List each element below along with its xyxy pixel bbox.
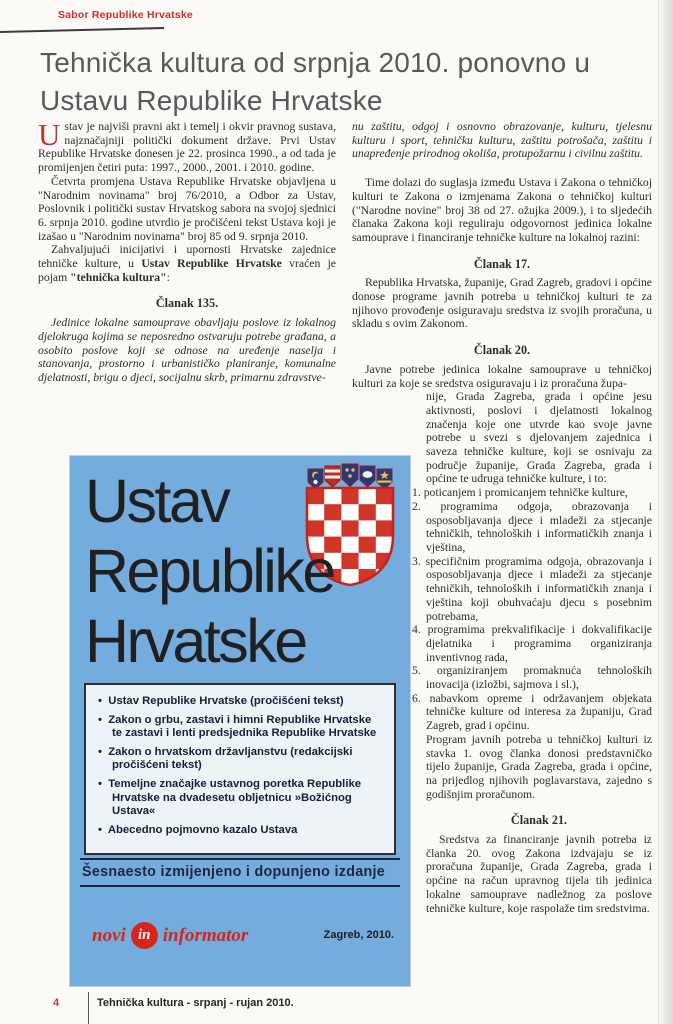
cover-bullet-1-text: Ustav Republike Hrvatske (pročišćeni tekst) [108, 695, 344, 707]
logo-word-informator: informator [162, 924, 249, 946]
list-item-6: 6. nabavkom opreme i održavanjem objekata tehničke kulture od interesa za županiju, Grad Zagreb, grad i općinu. [412, 691, 652, 733]
heading-clanak-17: Članak 17. [473, 256, 531, 271]
paragraph-initiative-pre: Zahvaljujući inicijativi i upornosti Hrvatske zajednice tehničke kulture, u [38, 243, 336, 271]
list-item-3: 3. specifičnim programima odgoja, obrazovanja i osposobljavanja djece i mladeži za stjecanje tehničkih, tehnoloških i informatičkih znanja i vještina koji obuhvaćaju djecu s posebnim potrebama, [412, 554, 652, 623]
book-cover-edition-banner: Šesnaesto izmijenjeno i dopunjeno izdanje [80, 858, 400, 887]
paragraph-time-dolazi: Time dolazi do suglasja između Ustava i Zakona o tehničkoj kulturi te Zakona o izmjenama Zakona o tehničkoj kulturi ("Narodne novine" broj 38 od 27. ožujka 2009.), i to sljedećih članaka Zakona koji reguliraju odgovornost jedinica lokalne samouprave i financiranje tehničke kulture na lokalnoj razini: [352, 176, 652, 244]
paragraph-initiative [38, 243, 336, 284]
list-item-2: 2. programima odgoja, obrazovanja i osposobljavanja djece i mladeži za stjecanje tehničkih, tehnoloških i informatičkih znanja i vještina, [412, 499, 652, 554]
paragraph-clanak-21-text: Sredstva za financiranje javnih potreba iz članka 20. ovog Zakona izdvajaju se iz proračuna županije, Grada Zagreba, grada i općine na račun upravnog tijela tih jedinica lokalne samouprave nadležnog za poslove tehničke kulture, koje raspolaže tim sredstvima. [426, 833, 652, 915]
novi-informator-logo [92, 922, 248, 949]
heading-clanak-135: Članak 135. [155, 296, 219, 311]
logo-word-novi: novi [92, 924, 126, 946]
paragraph-program-javnih-potreba: Program javnih potreba u tehničkoj kulturi iz stavka 1. ovog članka donosi predstavničko tijelo županije, Grada Zagreba, grada i općine, na prijedlog njihovih poglavarstava, zajedno s godišnjim proračunom. [426, 732, 652, 801]
scanned-page-edge-line [658, 0, 659, 1024]
cover-bullet-4: • Temeljne značajke ustavnog poretka Republike Hrvatske na dvadesetu obljetnicu »Božićnog Ustava« [98, 777, 362, 818]
paragraph-initiative-mid: vraćen je pojam [38, 257, 336, 284]
footer-page-number: 4 [53, 997, 60, 1009]
list-item-5: 5. organiziranjem promaknuća tehnoloških inovacija (izložbi, sajmova i sl.), [412, 664, 652, 692]
tehnicka-kultura-bold-phrase: "tehnička kultura" [70, 270, 167, 284]
book-cover-title-line-3: Hrvatske [85, 607, 306, 675]
logo-in-circle-icon: in [131, 922, 158, 949]
paragraph-clanak-135-text: Jedinice lokalne samouprave obavljaju poslove iz lokalnog djelokruga kojima se neposredno ostvaruju potrebe građana, a osobito poslove koji se odnose na uređenje naselja i stanovanja, prostorno i urbanističko planiranje, komunalne djelatnosti, brigu o djeci, socijalnu skrb, primarnu zdravstve- [38, 316, 336, 384]
paragraph-initiative-post: : [166, 270, 170, 284]
cover-bullet-3-text: Zakon o hrvatskom državljanstvu (redakcijski pročišćeni tekst) [108, 745, 353, 772]
book-cover-title [85, 466, 334, 676]
article-title [40, 44, 640, 120]
footer-divider-line [88, 992, 89, 1024]
paragraph-clanak-17-text: Republika Hrvatska, županije, Grad Zagreb, gradovi i općine donose programe javnih potreba u tehničkoj kulturi te za njihovo provođenje osiguravaju sredstva iz svojih proračuna, u skladu s ovim Zakonom. [352, 276, 652, 331]
heading-clanak-20: Članak 20. [473, 343, 531, 358]
paragraph-clanak-20-part1: Javne potrebe jedinica lokalne samouprave u tehničkoj kulturi za koje se sredstva osiguravaju i iz proračuna župa- [352, 362, 652, 390]
cover-bullet-2: • Zakon o grbu, zastavi i himni Republike Hrvatske te zastavi i lenti predsjednika Republike Hrvatske [98, 713, 377, 740]
footer-journal-title: Tehnička kultura - srpanj - rujan 2010. [97, 997, 294, 1009]
cover-bullet-5-text: Abecedno pojmovno kazalo Ustava [107, 823, 298, 836]
cover-bullet-2-text: Zakon o grbu, zastavi i himni Republike Hrvatske te zastavi i lenti predsjednika Republike Hrvatske [108, 713, 377, 740]
kicker-underline-rule [0, 27, 164, 33]
paragraph-intro [38, 117, 336, 175]
paragraph-fourth-amendment: Četvrta promjena Ustava Republike Hrvatske objavljena u "Narodnim novinama" broj 76/2010, a Odbor za Ustav, Poslovnik i politički sustav Hrvatskog sabora na svojoj sjednici 6. srpnja 2010. godine utvrdio je pročišćeni tekst Ustava koji je izašao u "Narodnim novinama" broj 85 od 9. srpnja 2010. [38, 174, 336, 243]
paragraph-clanak-135-continued: nu zaštitu, odgoj i osnovno obrazovanje, kulturu, tjelesnu kulturu i sport, tehničku kulturu, zaštitu potrošača, zaštitu i unapređenje prirodnog okoliša, protupožarnu i civilnu zaštitu. [352, 120, 652, 161]
cover-bullet-5: • Abecedno pojmovno kazalo Ustava [98, 823, 298, 836]
book-cover-image [70, 456, 410, 986]
scanned-page-right-edge [658, 0, 673, 1024]
article-title-line-1: Tehnička kultura od srpnja 2010. ponovno u [40, 47, 591, 78]
book-cover-contents-box [84, 683, 396, 855]
book-cover-title-line-2: Republike [85, 537, 334, 605]
ustav-bold-phrase: Ustav Republike Hrvatske [141, 257, 282, 271]
dropcap-letter: U [38, 117, 61, 152]
cover-bullet-1: • Ustav Republike Hrvatske (pročišćeni tekst) [98, 695, 344, 707]
article-title-line-2: Ustavu Republike Hrvatske [40, 85, 383, 116]
paragraph-clanak-20-part2: nije, Grada Zagreba, grada i općine jesu aktivnosti, poslovi i djelatnosti lokalnog značenja koje one utvrde kao svoje javne potrebe u svezi s djelovanjem zajednica i saveza tehničke kulture, koji se osnivaju za područje županije, Grada Zagreba, grada i općine te udruga tehničke kulture, i to: [426, 390, 652, 486]
paragraph-intro-text: stav je najviši pravni akt i temelj i okvir pravnog sustava, najznačajniji politički dokument države. Prvi Ustav Republike Hrvatske donesen je 22. prosinca 1990., a od tada je promijenjen četiri puta: 1997., 2000., 2001. i 2010. godine. [38, 120, 336, 175]
list-item-4: 4. programima prekvalifikacije i dokvalifikacije djelatnika i programima organiziranja inventivnog rada, [412, 623, 652, 664]
list-item-1: 1. poticanjem i promicanjem tehničke kulture, [412, 486, 628, 500]
book-cover-title-line-1: Ustav [85, 467, 229, 535]
section-kicker: Sabor Republike Hrvatske [58, 9, 193, 21]
cover-bullet-3: • Zakon o hrvatskom državljanstvu (redakcijski pročišćeni tekst) [98, 745, 353, 772]
heading-clanak-21: Članak 21. [510, 813, 568, 828]
book-cover-publisher-row [86, 918, 398, 958]
cover-place-year: Zagreb, 2010. [323, 929, 394, 941]
cover-bullet-4-text: Temeljne značajke ustavnog poretka Republike Hrvatske na dvadesetu obljetnicu »Božićnog Ustava« [108, 777, 362, 818]
